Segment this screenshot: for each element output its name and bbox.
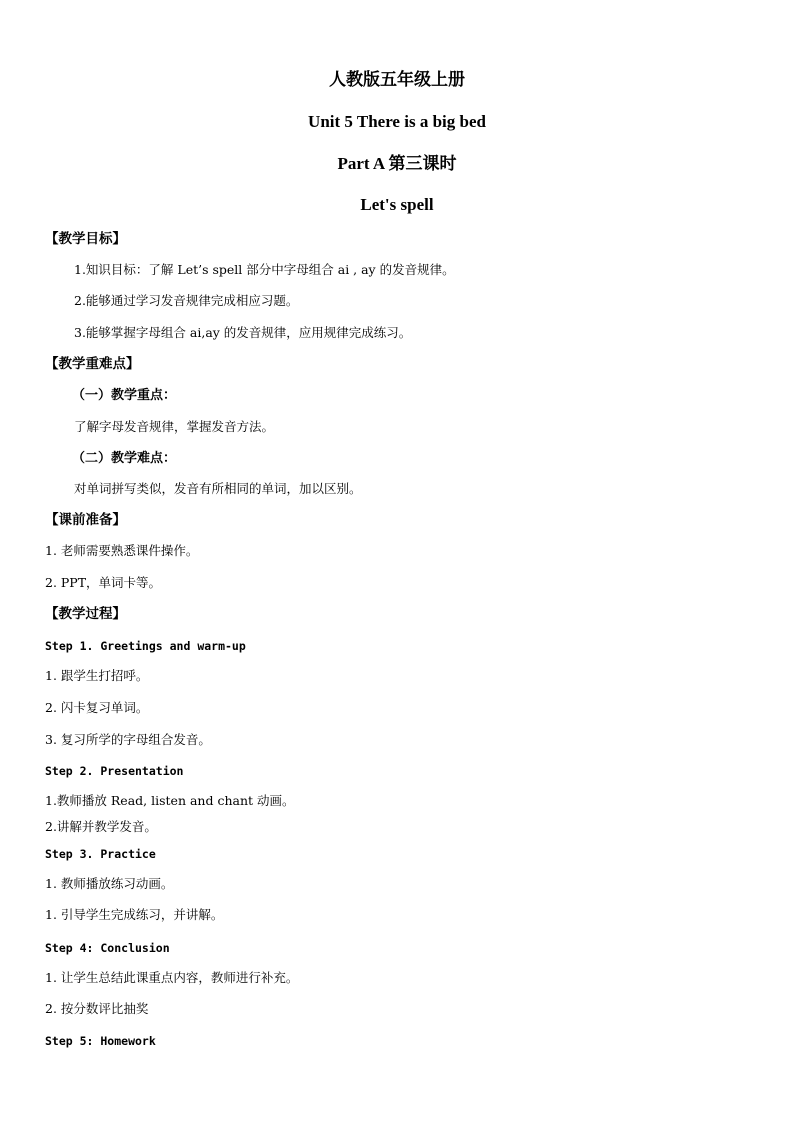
focus-text: 了解字母发音规律，掌握发音方法。 — [74, 419, 275, 434]
step-item: 2. 按分数评比抽奖 — [45, 1001, 149, 1016]
step-item: 1. 教师播放练习动画。 — [45, 876, 174, 891]
objectives-heading: 【教学目标】 — [45, 231, 126, 247]
process-heading: 【教学过程】 — [45, 606, 126, 622]
difficulty-text: 对单词拼写类似，发音有所相同的单词，加以区别。 — [74, 481, 362, 496]
preparation-item: 1. 老师需要熟悉课件操作。 — [45, 543, 199, 558]
step-item: 1. 引导学生完成练习，并讲解。 — [45, 907, 224, 922]
unit-title: Unit 5 There is a big bed — [308, 112, 486, 131]
step2-title: Step 2. Presentation — [45, 764, 184, 778]
preparation-heading: 【课前准备】 — [45, 512, 126, 528]
focus-heading: （一）教学重点： — [72, 388, 177, 403]
key-points-heading: 【教学重难点】 — [45, 356, 140, 372]
step-item: 1.教师播放 Read, listen and chant 动画。 — [45, 793, 295, 808]
step-item: 1. 让学生总结此课重点内容，教师进行补充。 — [45, 970, 299, 985]
step3-title: Step 3. Practice — [45, 847, 156, 861]
difficulty-heading: （二）教学难点： — [72, 451, 177, 466]
step-item: 2.讲解并教学发音。 — [45, 819, 157, 834]
step-item: 2. 闪卡复习单词。 — [45, 700, 149, 715]
document-title: 人教版五年级上册 — [329, 70, 465, 89]
objective-item: 1.知识目标：了解 Let’s spell 部分中字母组合 ai , ay 的发音规律。 — [74, 262, 455, 277]
objective-item: 3.能够掌握字母组合 ai,ay 的发音规律，应用规律完成练习。 — [74, 325, 412, 340]
objective-item: 2.能够通过学习发音规律完成相应习题。 — [74, 293, 299, 308]
lesson-topic-title: Let's spell — [360, 195, 434, 214]
preparation-item: 2. PPT，单词卡等。 — [45, 575, 162, 590]
step-item: 3. 复习所学的字母组合发音。 — [45, 732, 211, 747]
step-item: 1. 跟学生打招呼。 — [45, 668, 149, 683]
step4-title: Step 4: Conclusion — [45, 941, 170, 955]
step1-title: Step 1. Greetings and warm-up — [45, 639, 246, 653]
lesson-part-title: Part A 第三课时 — [337, 154, 457, 173]
step5-title: Step 5: Homework — [45, 1034, 156, 1048]
